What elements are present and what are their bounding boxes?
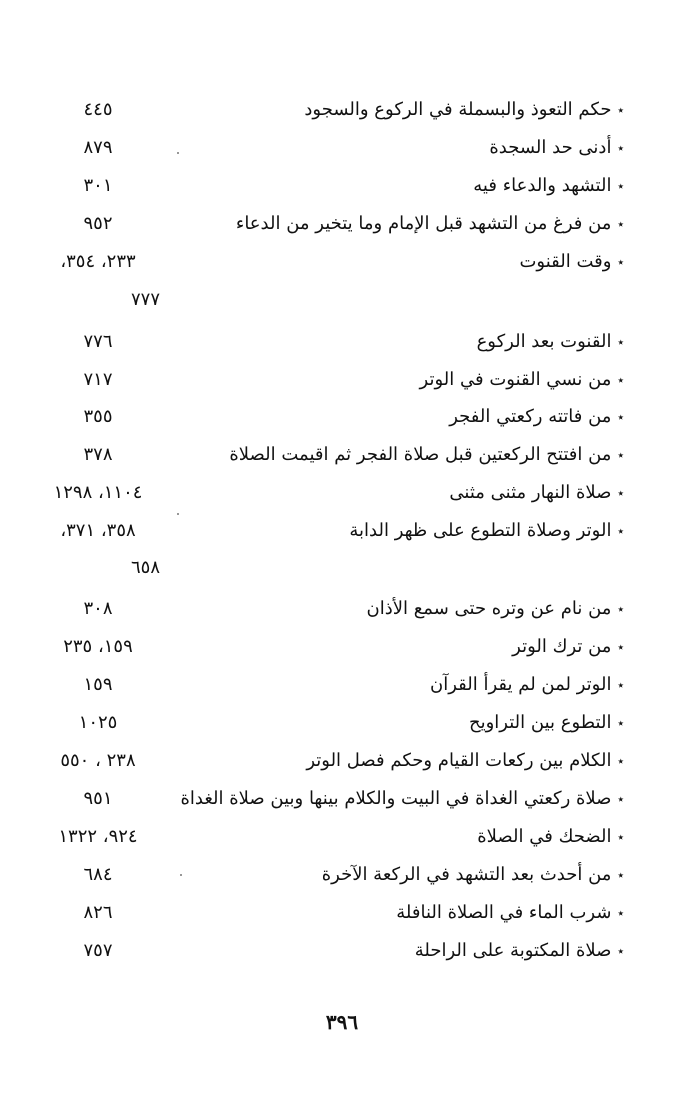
scan-speck: [177, 513, 179, 515]
entry-title-text: من فاتته ركعتي الفجر: [449, 406, 612, 427]
entry-title: [349, 514, 624, 548]
entry-pages: ٩٥٢: [83, 213, 113, 234]
entry-title: [430, 668, 624, 702]
entry-title-text: صلاة النهار مثنى مثنى: [449, 482, 612, 503]
entry-pages: ٧٧٧: [130, 289, 160, 310]
index-entry: [0, 400, 684, 434]
scan-speck: [177, 152, 179, 154]
entry-title-text: أدنى حد السجدة: [489, 137, 612, 158]
asterisk-icon: ٭: [617, 179, 624, 193]
index-entry: [0, 820, 684, 854]
entry-pages: ١٥٩، ٢٣٥: [63, 636, 133, 657]
index-entry: [0, 93, 684, 127]
entry-title: [420, 363, 624, 397]
asterisk-icon: ٭: [617, 141, 624, 155]
index-entry: [0, 514, 684, 548]
entry-pages: ٧٧٦: [83, 331, 113, 352]
asterisk-icon: ٭: [617, 906, 624, 920]
index-entry: [0, 438, 684, 472]
index-entry: [0, 706, 684, 740]
index-entry: [0, 476, 684, 510]
entry-title-text: الكلام بين ركعات القيام وحكم فصل الوتر: [306, 750, 612, 771]
entry-title: [396, 896, 624, 930]
entry-pages: ٦٨٤: [83, 864, 113, 885]
asterisk-icon: ٭: [617, 678, 624, 692]
entry-pages: ٨٧٩: [83, 137, 113, 158]
entry-title: [415, 934, 624, 968]
entry-pages: ٣٠١: [83, 175, 113, 196]
index-entry: [0, 782, 684, 816]
entry-title-text: الوتر لمن لم يقرأ القرآن: [429, 674, 612, 695]
entry-pages: ٣٥٥: [83, 406, 113, 427]
entry-pages: ٣٠٨: [83, 598, 113, 619]
entry-title-text: الوتر وصلاة التطوع على ظهر الدابة: [349, 520, 612, 541]
entry-title: [180, 782, 624, 816]
index-entry: [0, 668, 684, 702]
entry-title: [322, 858, 624, 892]
asterisk-icon: ٭: [617, 217, 624, 231]
entry-pages: ٩٢٤، ١٣٢٢: [58, 826, 138, 847]
entry-title-text: من أحدث بعد التشهد في الركعة الآخرة: [321, 864, 612, 885]
asterisk-icon: ٭: [617, 255, 624, 269]
index-entry: [0, 207, 684, 241]
entry-title: [304, 93, 624, 127]
entry-title: [519, 245, 624, 279]
entry-title-text: الضحك في الصلاة: [477, 826, 612, 847]
entry-pages: ٩٥١: [83, 788, 113, 809]
entry-pages: ٢٣٣، ٣٥٤،: [60, 251, 136, 272]
page-number: ٣٩٦: [325, 1010, 359, 1034]
entry-title: [512, 630, 624, 664]
entry-pages: ٣٧٨: [83, 444, 113, 465]
entry-title: [477, 820, 624, 854]
entry-title: [469, 706, 624, 740]
index-entry: [0, 934, 684, 968]
entry-title-text: التشهد والدعاء فيه: [473, 175, 612, 196]
entry-title: [236, 207, 624, 241]
entry-title: [449, 476, 624, 510]
index-entry: [0, 245, 684, 279]
index-entry: [0, 744, 684, 778]
asterisk-icon: ٭: [617, 868, 624, 882]
entry-title-text: التطوع بين التراويح: [468, 712, 612, 733]
index-entry: [0, 131, 684, 165]
entry-title-text: من نام عن وتره حتى سمع الأذان: [366, 598, 612, 619]
entry-title: [473, 169, 624, 203]
entry-title-text: من فرغ من التشهد قبل الإمام وما يتخير من الدعاء: [235, 213, 612, 234]
index-entry: [0, 363, 684, 397]
entry-title-text: صلاة المكتوبة على الراحلة: [414, 940, 612, 961]
asterisk-icon: ٭: [617, 373, 624, 387]
entry-title-text: شرب الماء في الصلاة النافلة: [396, 902, 612, 923]
asterisk-icon: ٭: [617, 335, 624, 349]
index-entry-continuation: [0, 283, 684, 317]
entry-title-text: صلاة ركعتي الغداة في البيت والكلام بينها وبين صلاة الغداة: [180, 788, 612, 809]
entry-pages: ٣٥٨، ٣٧١،: [60, 520, 136, 541]
index-entry: [0, 325, 684, 359]
index-entry: [0, 858, 684, 892]
asterisk-icon: ٭: [617, 602, 624, 616]
entry-title: [449, 400, 624, 434]
asterisk-icon: ٭: [617, 524, 624, 538]
entry-title: [229, 438, 624, 472]
entry-title-text: من نسي القنوت في الوتر: [419, 369, 612, 390]
entry-pages: ٢٣٨ ، ٥٥٠: [60, 750, 136, 771]
entry-title-text: من ترك الوتر: [512, 636, 612, 657]
asterisk-icon: ٭: [617, 830, 624, 844]
entry-title-text: وقت القنوت: [519, 251, 612, 272]
entry-title-text: من افتتح الركعتين قبل صلاة الفجر ثم اقيمت الصلاة: [229, 444, 612, 465]
entry-title-text: القنوت بعد الركوع: [476, 331, 612, 352]
asterisk-icon: ٭: [617, 486, 624, 500]
index-entry: [0, 896, 684, 930]
scan-speck: [180, 874, 182, 876]
entry-title: [306, 744, 624, 778]
entry-title: [367, 592, 625, 626]
asterisk-icon: ٭: [617, 448, 624, 462]
asterisk-icon: ٭: [617, 103, 624, 117]
index-entry-continuation: [0, 551, 684, 585]
entry-title: [489, 131, 624, 165]
entry-pages: ٨٢٦: [83, 902, 113, 923]
entry-pages: ٧٥٧: [83, 940, 113, 961]
index-entry: [0, 630, 684, 664]
asterisk-icon: ٭: [617, 944, 624, 958]
entry-pages: ١٠٢٥: [78, 712, 118, 733]
asterisk-icon: ٭: [617, 716, 624, 730]
entry-title: [477, 325, 624, 359]
entry-pages: ١٥٩: [83, 674, 113, 695]
entry-pages: ٤٤٥: [83, 99, 113, 120]
entry-title-text: حكم التعوذ والبسملة في الركوع والسجود: [304, 99, 612, 120]
asterisk-icon: ٭: [617, 640, 624, 654]
asterisk-icon: ٭: [617, 754, 624, 768]
entry-pages: ١١٠٤، ١٢٩٨: [53, 482, 143, 503]
entry-pages: ٧١٧: [83, 369, 113, 390]
asterisk-icon: ٭: [617, 410, 624, 424]
asterisk-icon: ٭: [617, 792, 624, 806]
index-entry: [0, 169, 684, 203]
index-entry: [0, 592, 684, 626]
entry-pages: ٦٥٨: [130, 557, 160, 578]
